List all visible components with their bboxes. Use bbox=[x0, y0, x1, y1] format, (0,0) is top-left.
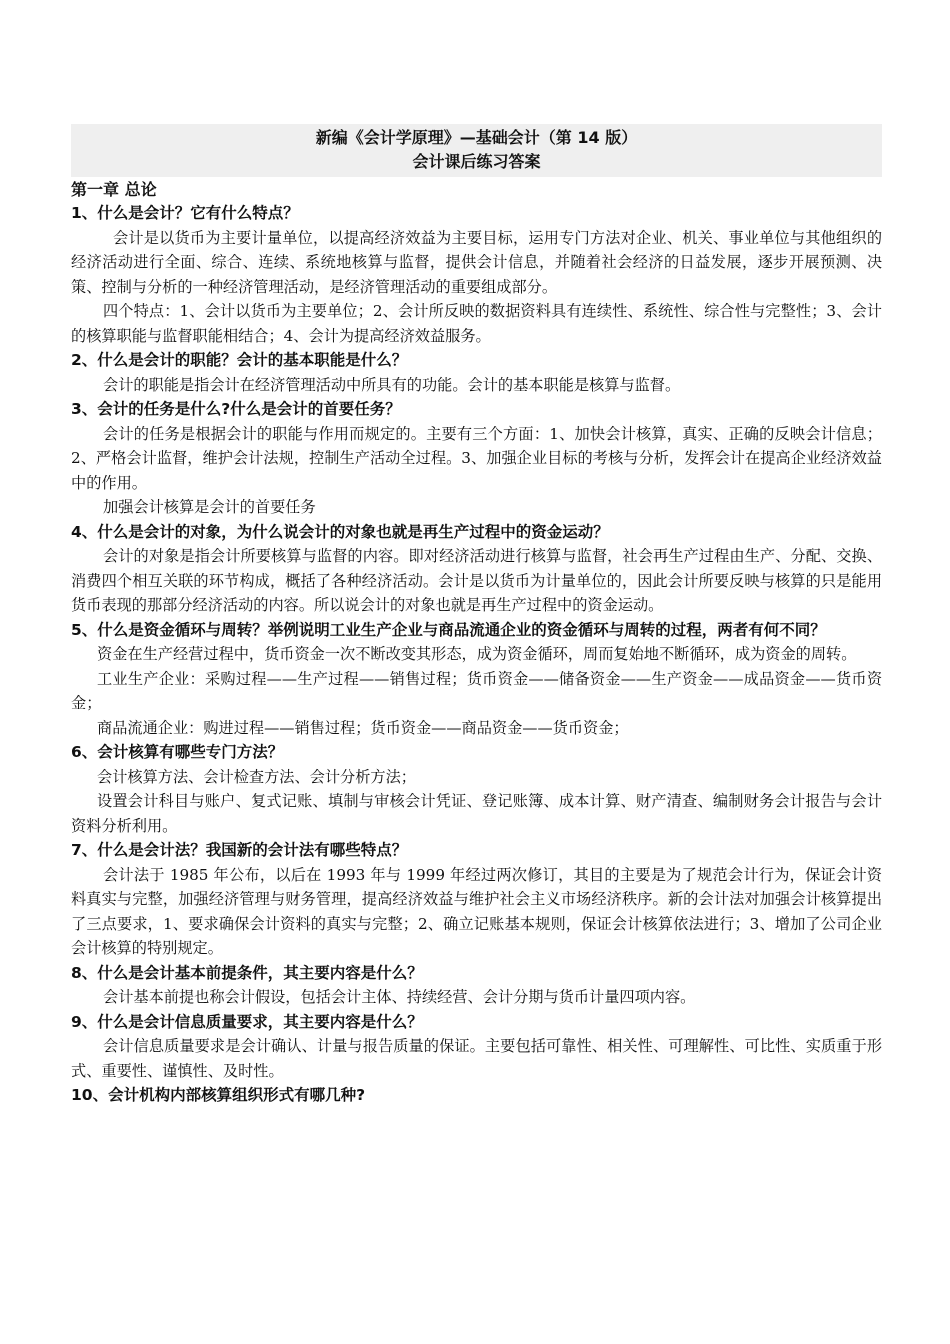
answer-5-paragraph-1: 资金在生产经营过程中，货币资金一次不断改变其形态，成为资金循环，周而复始地不断循环，成为资金的周转。 bbox=[97, 645, 857, 663]
question-10: 10、会计机构内部核算组织形式有哪几种? bbox=[71, 1086, 366, 1104]
answer-6-paragraph-2: 设置会计科目与账户、复式记账、填制与审核会计凭证、登记账簿、成本计算、财产清查、编制财务会计报告与会计资料分析利用。 bbox=[71, 792, 882, 835]
question-5: 5、什么是资金循环与周转？举例说明工业生产企业与商品流通企业的资金循环与周转的过程，两者有何不同？ bbox=[71, 620, 826, 639]
document-subtitle: 会计课后练习答案 bbox=[412, 152, 541, 171]
question-6: 6、会计核算有哪些专门方法？ bbox=[71, 743, 284, 761]
question-1: 1、什么是会计？它有什么特点？ bbox=[71, 204, 299, 222]
question-4: 4、什么是会计的对象，为什么说会计的对象也就是再生产过程中的资金运动？ bbox=[71, 522, 609, 541]
document-page bbox=[71, 124, 882, 1108]
answer-4-paragraph-1: 会计的对象是指会计所要核算与监督的内容。即对经济活动进行核算与监督，社会再生产过程由生产、分配、交换、消费四个相互关联的环节构成，概括了各种经济活动。会计是以货币为计量单位的，因此会计所要反映与核算的只是能用货币表现的那部分经济活动的内容。所以说会计的对象也就是再生产过程中的资金运动。 bbox=[71, 547, 882, 614]
question-7: 7、什么是会计法？我国新的会计法有哪些特点？ bbox=[71, 841, 408, 859]
answer-8-paragraph-1: 会计基本前提也称会计假设，包括会计主体、持续经营、会计分期与货币计量四项内容。 bbox=[103, 988, 696, 1006]
answer-5-paragraph-2: 工业生产企业：采购过程——生产过程——销售过程；货币资金——储备资金——生产资金——成品资金——货币资金； bbox=[71, 669, 882, 712]
answer-2-paragraph-1: 会计的职能是指会计在经济管理活动中所具有的功能。会计的基本职能是核算与监督。 bbox=[103, 375, 681, 394]
answer-3-paragraph-1: 会计的任务是根据会计的职能与作用而规定的。主要有三个方面：1、加快会计核算，真实、正确的反映会计信息；2、严格会计监督，维护会计法规，控制生产活动全过程。3、加强企业目标的考核与分析，发挥会计在提高企业经济效益中的作用。 bbox=[71, 424, 882, 492]
question-2: 2、什么是会计的职能？会计的基本职能是什么？ bbox=[71, 351, 408, 369]
answer-9-paragraph-1: 会计信息质量要求是会计确认、计量与报告质量的保证。主要包括可靠性、相关性、可理解性、可比性、实质重于形式、重要性、谨慎性、及时性。 bbox=[71, 1037, 882, 1080]
question-3: 3、会计的任务是什么?什么是会计的首要任务？ bbox=[71, 400, 401, 418]
answer-5-paragraph-3: 商品流通企业：购进过程——销售过程；货币资金——商品资金——货币资金； bbox=[97, 718, 629, 737]
answer-7-paragraph-1: 会计法于 1985 年公布，以后在 1993 年与 1999 年经过两次修订，其目的主要是为了规范会计行为，保证会计资料真实与完整，加强经济管理与财务管理，提高经济效益与维护社会主义市场经济秩序。新的会计法对加强会计核算提出了三点要求，1、要求确保会计资料的真实与完整；2、确立记账基本规则，保证会计核算依法进行；3、增加了公司企业会计核算的特别规定。 bbox=[71, 865, 882, 957]
question-9: 9、什么是会计信息质量要求，其主要内容是什么？ bbox=[71, 1012, 423, 1031]
question-8: 8、什么是会计基本前提条件，其主要内容是什么？ bbox=[71, 963, 423, 982]
answer-1-paragraph-1: 会计是以货币为主要计量单位，以提高经济效益为主要目标，运用专门方法对企业、机关、事业单位与其他组织的经济活动进行全面、综合、连续、系统地核算与监督，提供会计信息，并随着社会经济的日益发展，逐步开展预测、决策、控制与分析的一种经济管理活动，是经济管理活动的重要组成部分。 bbox=[71, 228, 882, 296]
answer-6-paragraph-1: 会计核算方法、会计检查方法、会计分析方法； bbox=[97, 767, 416, 786]
title-band bbox=[71, 124, 882, 177]
answer-1-paragraph-2: 四个特点：1、会计以货币为主要单位；2、会计所反映的数据资料具有连续性、系统性、综合性与完整性；3、会计的核算职能与监督职能相结合；4、会计为提高经济效益服务。 bbox=[71, 302, 882, 345]
chapter-heading: 第一章 总论 bbox=[71, 180, 157, 199]
document-title: 新编《会计学原理》—基础会计（第 14 版） bbox=[315, 128, 638, 147]
answer-3-paragraph-2: 加强会计核算是会计的首要任务 bbox=[103, 498, 316, 516]
